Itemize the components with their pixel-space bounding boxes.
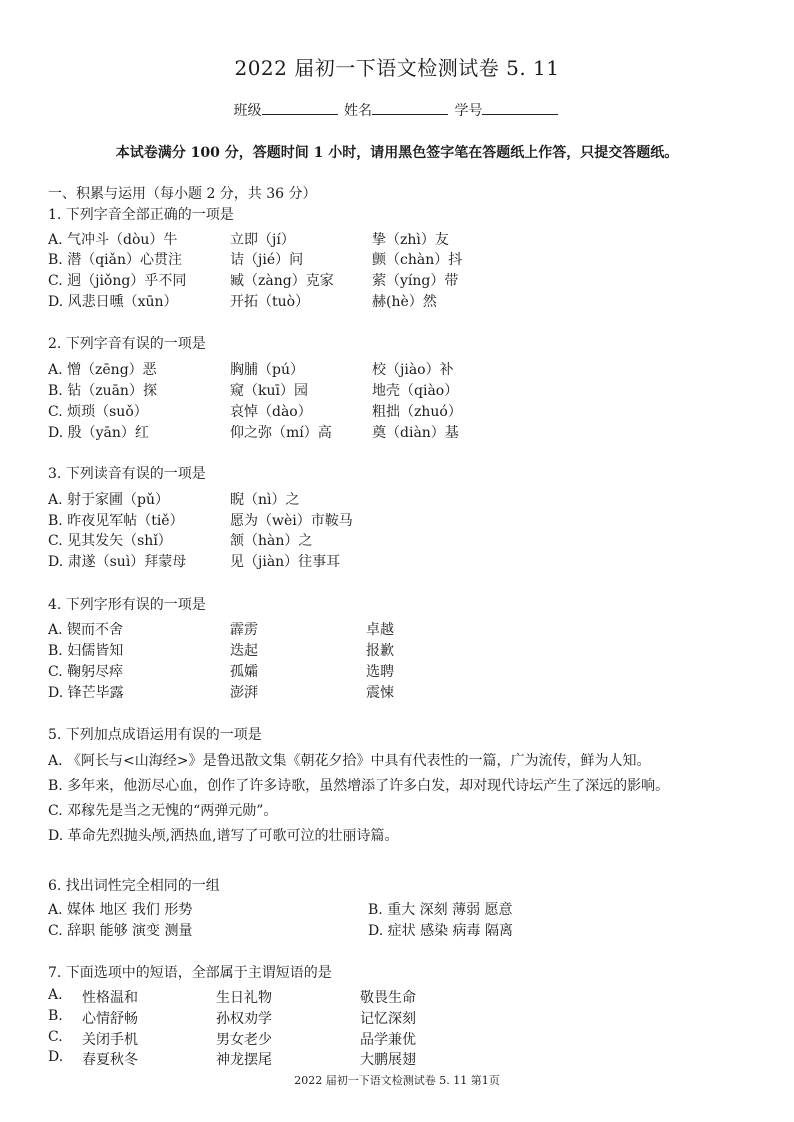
option-cell: A. 媒体 地区 我们 形势 — [48, 902, 193, 918]
question-6-stem: 6. 找出词性完全相同的一组 — [48, 878, 220, 894]
option-cell: 立即（jí） — [230, 232, 295, 248]
option-cell: 品学兼优 — [360, 1032, 416, 1048]
option-cell: D. 锋芒毕露 — [48, 685, 124, 701]
option-cell: 春夏秋冬 — [82, 1052, 138, 1068]
option-cell: 奠（diàn）基 — [372, 425, 459, 441]
option-cell: 仰之弥（mí）高 — [230, 425, 332, 441]
option-cell: C. 迥（jiǒng）乎不同 — [48, 273, 187, 289]
option-cell: 男女老少 — [216, 1032, 272, 1048]
class-label: 班级 — [233, 103, 262, 119]
question-3-stem: 3. 下列读音有误的一项是 — [48, 466, 206, 482]
option-cell: B. 昨夜见军帖（tiě） — [48, 513, 184, 529]
name-blank — [372, 100, 448, 115]
option-cell: 神龙摆尾 — [216, 1052, 272, 1068]
option-cell: 性格温和 — [82, 990, 138, 1006]
option-cell: D. 肃遂（suì）拜蒙母 — [48, 554, 187, 570]
option-cell: 地壳（qiào） — [372, 383, 459, 399]
option-cell: 粗拙（zhuó） — [372, 404, 462, 420]
option-cell: 校（jiào）补 — [372, 362, 454, 378]
option-cell: 关闭手机 — [82, 1032, 138, 1048]
option-cell: A. 气冲斗（dòu）牛 — [48, 232, 178, 248]
option-cell: D. 风悲日曛（xūn） — [48, 294, 178, 310]
option-cell: B. 钻（zuān）探 — [48, 383, 157, 399]
option-cell: 霹雳 — [230, 622, 258, 638]
question-7-stem: 7. 下面选项中的短语，全部属于主谓短语的是 — [48, 965, 332, 981]
option-cell: 臧（zàng）克家 — [230, 273, 334, 289]
option-cell: 开拓（tuò） — [230, 294, 310, 310]
option-cell: 卓越 — [366, 622, 394, 638]
question-5-option: A. 《阿长与<山海经>》是鲁迅散文集《朝花夕拾》中具有代表性的一篇，广为流传，鲜为人知。 — [48, 753, 651, 769]
option-cell: 哀悼（dào） — [230, 404, 312, 420]
option-cell: C. 烦琐（suǒ） — [48, 404, 148, 420]
question-2-stem: 2. 下列字音有误的一项是 — [48, 336, 206, 352]
option-letter: D. — [48, 1049, 64, 1065]
option-cell: 窥（kuī）园 — [230, 383, 308, 399]
option-cell: A. 憎（zēng）恶 — [48, 362, 157, 378]
option-cell: B. 重大 深刻 薄弱 愿意 — [368, 902, 513, 918]
option-cell: D. 症状 感染 病毒 隔离 — [368, 923, 513, 939]
option-cell: 挚（zhì）友 — [372, 232, 449, 248]
option-cell: 诘（jié）问 — [230, 252, 304, 268]
option-cell: 孤孀 — [230, 664, 258, 680]
option-letter: B. — [48, 1008, 63, 1024]
option-cell: D. 殷（yān）红 — [48, 425, 149, 441]
option-cell: A. 锲而不舍 — [48, 622, 124, 638]
option-cell: 赫(hè）然 — [372, 294, 437, 310]
option-cell: 心情舒畅 — [82, 1011, 138, 1027]
option-cell: 记忆深刻 — [360, 1011, 416, 1027]
option-cell: C. 见其发矢（shǐ） — [48, 533, 172, 549]
option-cell: 生日礼物 — [216, 990, 272, 1006]
option-cell: C. 鞠躬尽瘁 — [48, 664, 124, 680]
option-cell: B. 妇儒皆知 — [48, 643, 124, 659]
class-blank — [262, 100, 338, 115]
student-info-line — [0, 100, 794, 120]
exam-notice: 本试卷满分 100 分，答题时间 1 小时，请用黑色签字笔在答题纸上作答，只提交答题纸。 — [115, 145, 679, 161]
option-cell: 见（jiàn）往事耳 — [230, 554, 341, 570]
page-title: 2022 届初一下语文检测试卷 5. 11 — [234, 56, 560, 80]
option-letter: A. — [48, 987, 63, 1003]
option-cell: 报歉 — [366, 643, 394, 659]
question-5-option: B. 多年来，他沥尽心血，创作了许多诗歌，虽然增添了许多白发，却对现代诗坛产生了深远的影响。 — [48, 778, 670, 794]
section-title: 一、积累与运用（每小题 2 分，共 36 分） — [48, 186, 317, 202]
option-cell: 睨（nì）之 — [230, 492, 300, 508]
option-cell: 孙权劝学 — [216, 1011, 272, 1027]
option-cell: 大鹏展翅 — [360, 1052, 416, 1068]
option-cell: C. 辞职 能够 演变 测量 — [48, 923, 193, 939]
name-label: 姓名 — [344, 103, 372, 119]
option-cell: 震悚 — [366, 685, 394, 701]
option-letter: C. — [48, 1029, 63, 1045]
option-cell: 敬畏生命 — [360, 990, 416, 1006]
option-cell: 胸脯（pú） — [230, 362, 304, 378]
option-cell: 澎湃 — [230, 685, 258, 701]
id-blank — [482, 100, 558, 115]
question-4-stem: 4. 下列字形有误的一项是 — [48, 597, 206, 613]
option-cell: 颔（hàn）之 — [230, 533, 313, 549]
option-cell: 萦（yíng）带 — [372, 273, 459, 289]
question-5-option: D. 革命先烈抛头颅,洒热血,谱写了可歌可泣的壮丽诗篇。 — [48, 828, 399, 844]
option-cell: B. 潜（qiǎn）心贯注 — [48, 252, 182, 268]
option-cell: A. 射于家圃（pǔ） — [48, 492, 169, 508]
option-cell: 愿为（wèi）市鞍马 — [230, 513, 353, 529]
id-label: 学号 — [454, 103, 483, 119]
question-1-stem: 1. 下列字音全部正确的一项是 — [48, 207, 234, 223]
question-5-stem: 5. 下列加点成语运用有误的一项是 — [48, 727, 262, 743]
option-cell: 选聘 — [366, 664, 394, 680]
option-cell: 颤（chàn）抖 — [372, 252, 463, 268]
page-footer: 2022 届初一下语文检测试卷 5. 11 第1页 — [294, 1074, 500, 1087]
question-5-option: C. 邓稼先是当之无愧的“两弹元勋”。 — [48, 803, 278, 819]
option-cell: 迭起 — [230, 643, 258, 659]
